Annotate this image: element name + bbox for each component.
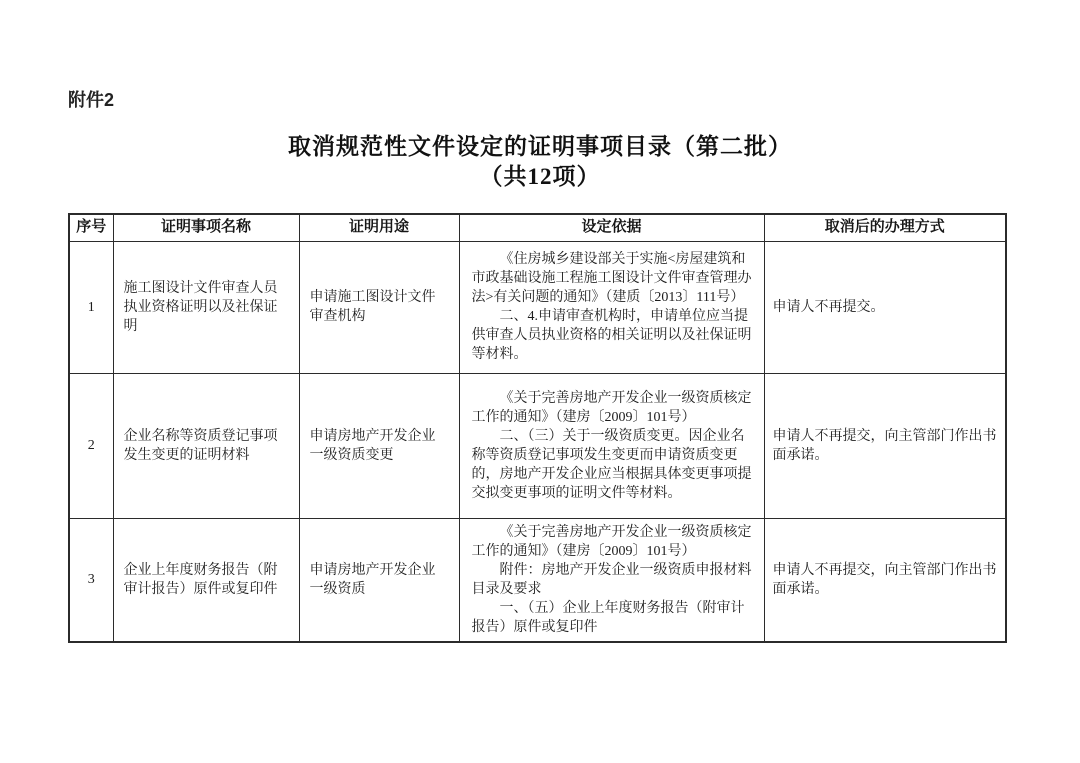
cell-method: 申请人不再提交，向主管部门作出书面承诺。 [764, 373, 1006, 518]
cell-seq: 2 [69, 373, 113, 518]
basis-paragraph: 附件：房地产开发企业一级资质申报材料目录及要求 [471, 562, 752, 597]
attachment-label: 附件2 [68, 90, 115, 110]
col-header-item-name: 证明事项名称 [113, 214, 299, 241]
col-header-basis: 设定依据 [459, 214, 764, 241]
cancelled-items-table [68, 213, 1007, 643]
basis-paragraph: 二、（三）关于一级资质变更。因企业名称等资质登记事项发生变更而申请资质变更的，房地产开发企业应当根据具体变更事项提交拟变更事项的证明文件等材料。 [471, 428, 752, 501]
table-row [69, 373, 1006, 518]
basis-paragraph: 《住房城乡建设部关于实施<房屋建筑和市政基础设施工程施工图设计文件审查管理办法>有关问题的通知》（建质〔2013〕111号） [471, 252, 752, 305]
cell-basis [459, 373, 764, 518]
basis-paragraph: 一、（五）企业上年度财务报告（附审计报告）原件或复印件 [471, 600, 745, 635]
cell-method: 申请人不再提交，向主管部门作出书面承诺。 [764, 518, 1006, 642]
document-title [0, 132, 1080, 192]
basis-paragraph: 二、4.申请审查机构时，申请单位应当提供审查人员执业资格的相关证明以及社保证明等材料。 [471, 309, 752, 362]
cell-basis [459, 518, 764, 642]
title-line-2: （共12项） [479, 164, 601, 189]
cell-seq: 3 [69, 518, 113, 642]
cell-purpose: 申请房地产开发企业一级资质变更 [299, 373, 459, 518]
col-header-seq: 序号 [69, 214, 113, 241]
basis-paragraph: 《关于完善房地产开发企业一级资质核定工作的通知》（建房〔2009〕101号） [471, 524, 752, 559]
basis-paragraph: 《关于完善房地产开发企业一级资质核定工作的通知》（建房〔2009〕101号） [471, 390, 752, 425]
title-line-1: 取消规范性文件设定的证明事项目录（第二批） [288, 134, 792, 159]
col-header-method: 取消后的办理方式 [764, 214, 1006, 241]
col-header-purpose: 证明用途 [299, 214, 459, 241]
table-row [69, 518, 1006, 642]
cell-seq: 1 [69, 241, 113, 373]
cell-item-name: 施工图设计文件审查人员执业资格证明以及社保证明 [113, 241, 299, 373]
cell-method: 申请人不再提交。 [764, 241, 1006, 373]
cell-item-name: 企业上年度财务报告（附审计报告）原件或复印件 [113, 518, 299, 642]
table-header-row [69, 214, 1006, 241]
table-row [69, 241, 1006, 373]
cell-item-name: 企业名称等资质登记事项发生变更的证明材料 [113, 373, 299, 518]
cell-purpose: 申请施工图设计文件审查机构 [299, 241, 459, 373]
cell-basis [459, 241, 764, 373]
cell-purpose: 申请房地产开发企业一级资质 [299, 518, 459, 642]
